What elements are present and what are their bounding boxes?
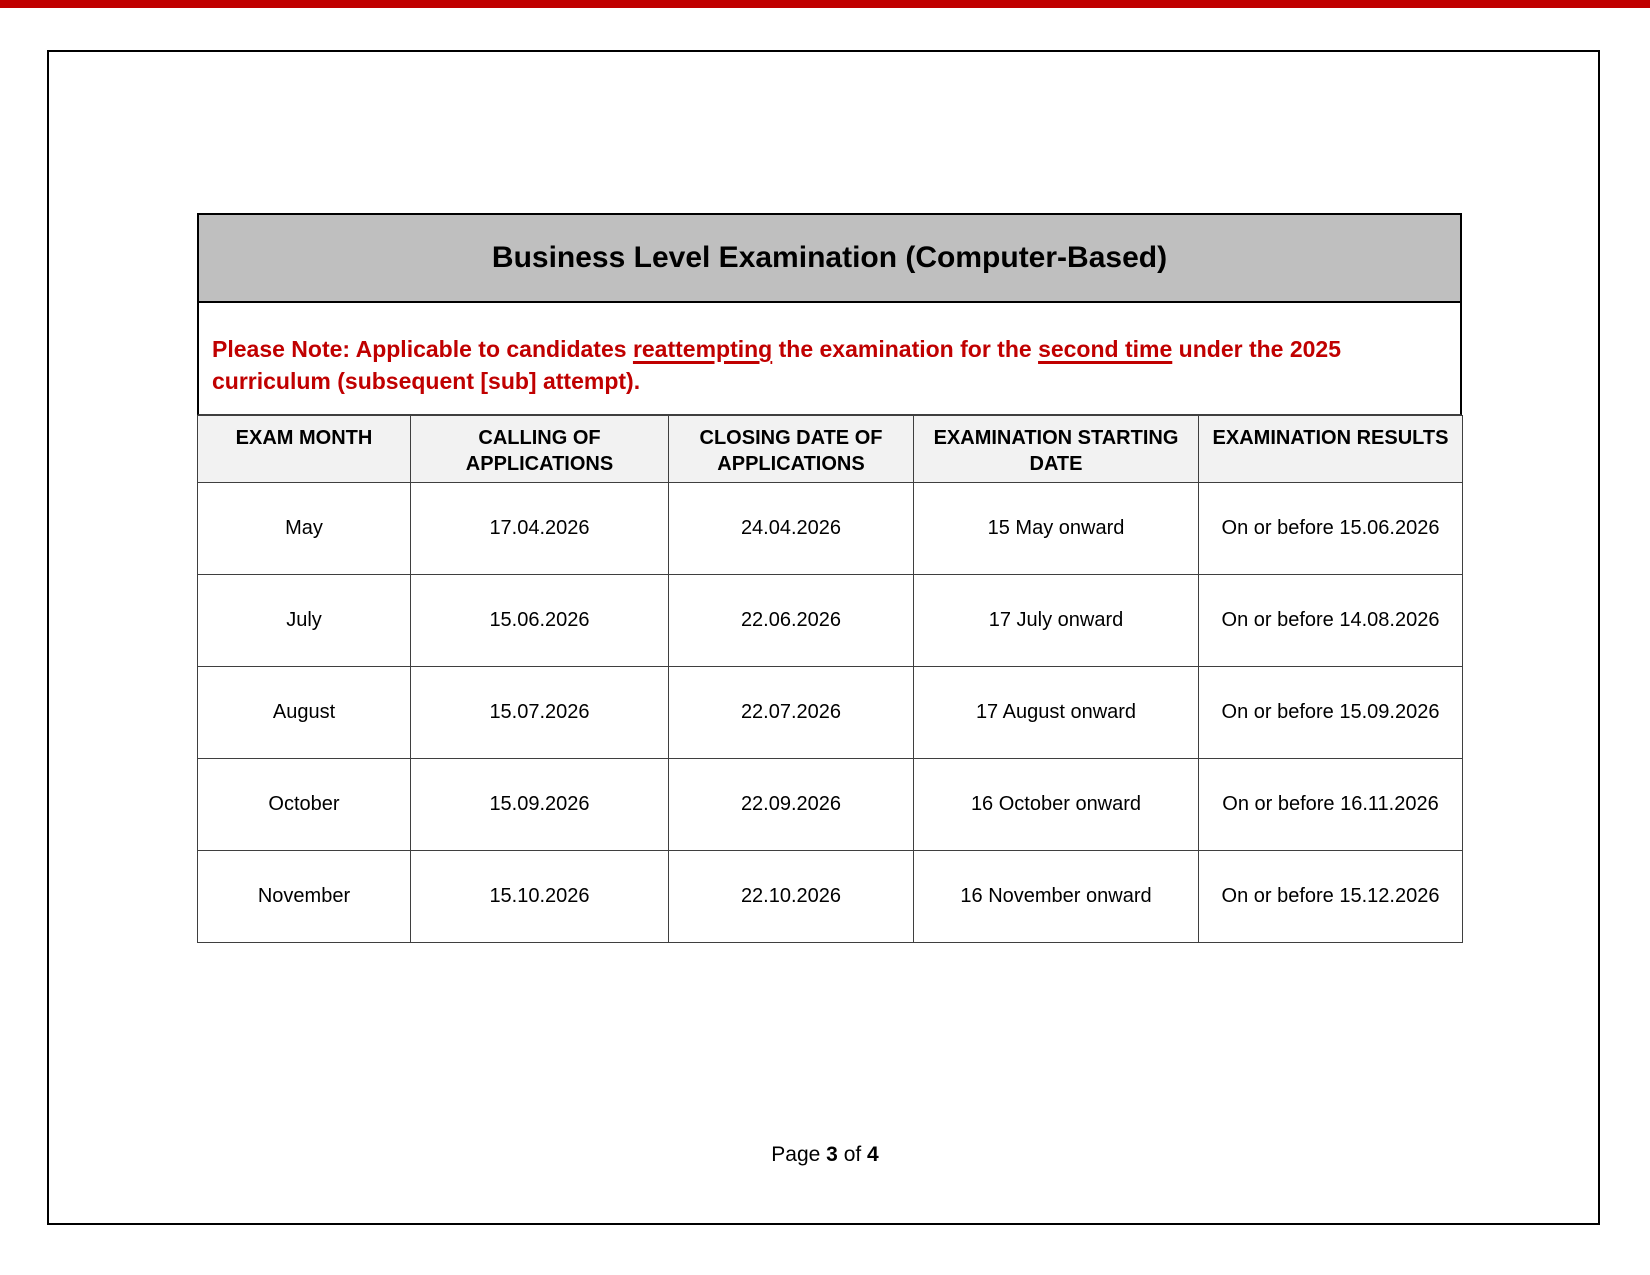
footer-total-pages: 4	[867, 1143, 879, 1166]
table-cell: 16 October onward	[914, 759, 1199, 851]
table-cell: 17.04.2026	[411, 483, 669, 575]
note-segment: curriculum (subsequent [sub] attempt).	[212, 368, 641, 394]
footer-page-label: Page	[771, 1143, 821, 1166]
top-accent-bar	[0, 0, 1650, 8]
note-segment: the examination for the	[772, 336, 1039, 362]
table-row	[198, 575, 1463, 667]
table-cell: 15.06.2026	[411, 575, 669, 667]
table-cell: 24.04.2026	[669, 483, 914, 575]
footer-current-page: 3	[826, 1143, 838, 1166]
page-footer	[0, 1143, 1650, 1167]
column-header: EXAM MONTH	[198, 416, 411, 483]
table-body	[198, 483, 1463, 943]
table-cell: May	[198, 483, 411, 575]
table-row	[198, 483, 1463, 575]
table-cell: 15 May onward	[914, 483, 1199, 575]
note-underlined-phrase: second time	[1038, 336, 1173, 362]
exam-schedule-table	[197, 415, 1463, 943]
table-cell: 22.07.2026	[669, 667, 914, 759]
table-cell: 17 August onward	[914, 667, 1199, 759]
table-cell: On or before 15.06.2026	[1199, 483, 1463, 575]
column-header: EXAMINATION STARTING DATE	[914, 416, 1199, 483]
table-cell: August	[198, 667, 411, 759]
title-bar	[197, 213, 1462, 303]
table-cell: November	[198, 851, 411, 943]
column-header: CALLING OF APPLICATIONS	[411, 416, 669, 483]
table-cell: 22.09.2026	[669, 759, 914, 851]
table-cell: On or before 15.12.2026	[1199, 851, 1463, 943]
table-cell: October	[198, 759, 411, 851]
column-header: CLOSING DATE OF APPLICATIONS	[669, 416, 914, 483]
table-cell: 22.06.2026	[669, 575, 914, 667]
table-cell: 15.10.2026	[411, 851, 669, 943]
table-cell: 22.10.2026	[669, 851, 914, 943]
table-row	[198, 759, 1463, 851]
note-segment: Please Note: Applicable to candidates	[212, 336, 633, 362]
table-cell: On or before 16.11.2026	[1199, 759, 1463, 851]
column-header: EXAMINATION RESULTS	[1199, 416, 1463, 483]
table-header-row	[198, 416, 1463, 483]
table-cell: 15.07.2026	[411, 667, 669, 759]
content-block	[197, 213, 1462, 943]
table-cell: 17 July onward	[914, 575, 1199, 667]
page-title: Business Level Examination (Computer-Based)	[491, 241, 1168, 274]
table-cell: On or before 15.09.2026	[1199, 667, 1463, 759]
note-text	[197, 303, 1462, 415]
note-underlined-phrase: reattempting	[632, 336, 773, 362]
table-cell: 16 November onward	[914, 851, 1199, 943]
note-segment: under the 2025	[1172, 336, 1342, 362]
table-row	[198, 851, 1463, 943]
table-row	[198, 667, 1463, 759]
table-cell: 15.09.2026	[411, 759, 669, 851]
table-cell: July	[198, 575, 411, 667]
table-cell: On or before 14.08.2026	[1199, 575, 1463, 667]
footer-separator: of	[843, 1143, 862, 1166]
